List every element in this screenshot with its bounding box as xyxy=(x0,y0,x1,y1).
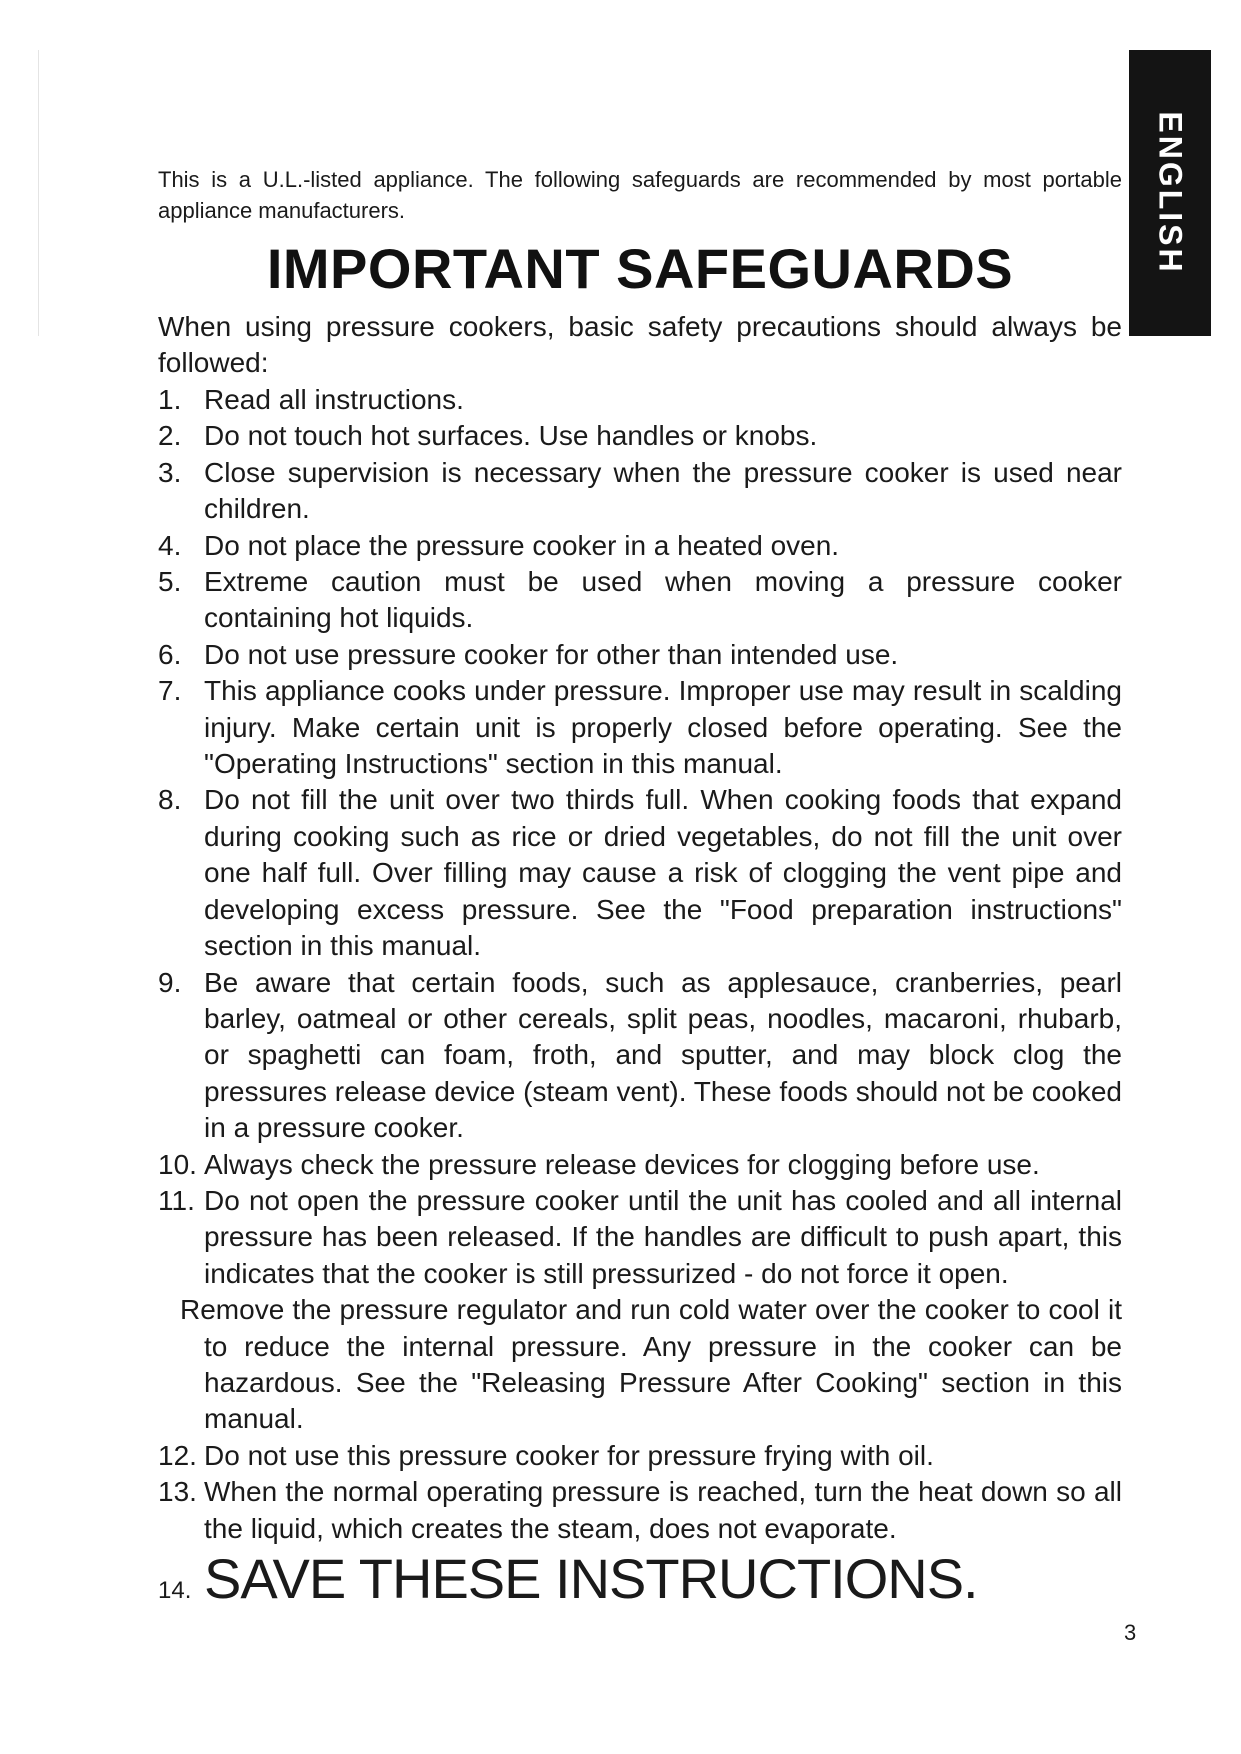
item-text: Do not touch hot surfaces. Use handles or knobs. xyxy=(204,420,818,452)
item-text: Extreme caution must be used when moving a pressure cooker containing hot liquids. xyxy=(204,566,1122,634)
list-item xyxy=(158,455,1122,528)
item-number: 1. xyxy=(158,384,182,415)
list-item xyxy=(158,782,1122,964)
item-number: 10. xyxy=(158,1148,197,1180)
margin-rule xyxy=(38,50,39,336)
list-item xyxy=(158,382,1122,418)
item-number: 11. xyxy=(158,1184,195,1216)
item-number: 9. xyxy=(158,966,182,998)
list-item xyxy=(158,528,1122,564)
item-number: 4. xyxy=(158,529,182,561)
list-item xyxy=(158,965,1122,1147)
item-number: 7. xyxy=(158,675,182,707)
item-number: 14. xyxy=(158,1577,192,1604)
list-item-note xyxy=(158,1292,1122,1438)
item-text: This appliance cooks under pressure. Improper use may result in scalding injury. Make certain unit is properly closed before operating. See the "Operating Instructions" section in this manual. xyxy=(204,675,1122,780)
save-instructions-text: SAVE THESE INSTRUCTIONS. xyxy=(204,1547,978,1610)
list-item xyxy=(158,564,1122,637)
item-number: 12. xyxy=(158,1439,197,1471)
item-text: When the normal operating pressure is reached, turn the heat down so all the liquid, which creates the steam, does not evaporate. xyxy=(204,1476,1122,1544)
save-instructions-item xyxy=(158,1547,1122,1611)
safeguards-list xyxy=(158,382,1122,1611)
language-tab-label: ENGLISH xyxy=(1152,111,1189,275)
page-number: 3 xyxy=(1124,1620,1137,1645)
item-text: Do not use pressure cooker for other than intended use. xyxy=(204,638,899,670)
intro-text: This is a U.L.-listed appliance. The following safeguards are recommended by most portable appliance manufacturers. xyxy=(158,167,1122,223)
item-text: Do not fill the unit over two thirds full. When cooking foods that expand during cooking such as rice or dried vegetables, do not fill the unit over one half full. Over filling may cause a risk of clogging the vent pipe and developing excess pressure. See the "Food preparation instructions" section in this manual. xyxy=(204,784,1122,962)
lead-text: When using pressure cookers, basic safety precautions should always be followed: xyxy=(158,311,1122,379)
item-number: 5. xyxy=(158,566,182,598)
page-title: IMPORTANT SAFEGUARDS xyxy=(266,237,1014,300)
item-text: Read all instructions. xyxy=(204,384,464,415)
list-item xyxy=(158,673,1122,782)
item-number: 13. xyxy=(158,1476,197,1508)
list-item xyxy=(158,1438,1122,1474)
item-number: 3. xyxy=(158,456,182,488)
list-item xyxy=(158,637,1122,673)
item-text: Do not place the pressure cooker in a heated oven. xyxy=(204,529,840,561)
item-text: Be aware that certain foods, such as applesauce, cranberries, pearl barley, oatmeal or other cereals, split peas, noodles, macaroni, rhubarb, or spaghetti can foam, froth, and sputter, and may block clog the pressures release device (steam vent). These foods should not be cooked in a pressure cooker. xyxy=(204,966,1122,1144)
list-item xyxy=(158,1474,1122,1547)
item-text: Close supervision is necessary when the pressure cooker is used near children. xyxy=(204,456,1122,525)
item-number: 2. xyxy=(158,420,182,452)
language-tab xyxy=(1129,50,1211,336)
item-text: Always check the pressure release devices for clogging before use. xyxy=(204,1148,1040,1180)
list-item xyxy=(158,1147,1122,1183)
item-number: 8. xyxy=(158,784,182,816)
item-number: 6. xyxy=(158,638,182,670)
item-11-note: Remove the pressure regulator and run cold water over the cooker to cool it to reduce the internal pressure. Any pressure in the cooker can be hazardous. See the "Releasing Pressure After Cooking" section in this manual. xyxy=(180,1294,1122,1435)
list-item xyxy=(158,418,1122,454)
item-text: Do not use this pressure cooker for pressure frying with oil. xyxy=(204,1439,934,1471)
list-item xyxy=(158,1183,1122,1292)
item-text: Do not open the pressure cooker until the unit has cooled and all internal pressure has been released. If the handles are difficult to push apart, this indicates that the cooker is still pressurized - do not force it open. xyxy=(204,1184,1122,1289)
